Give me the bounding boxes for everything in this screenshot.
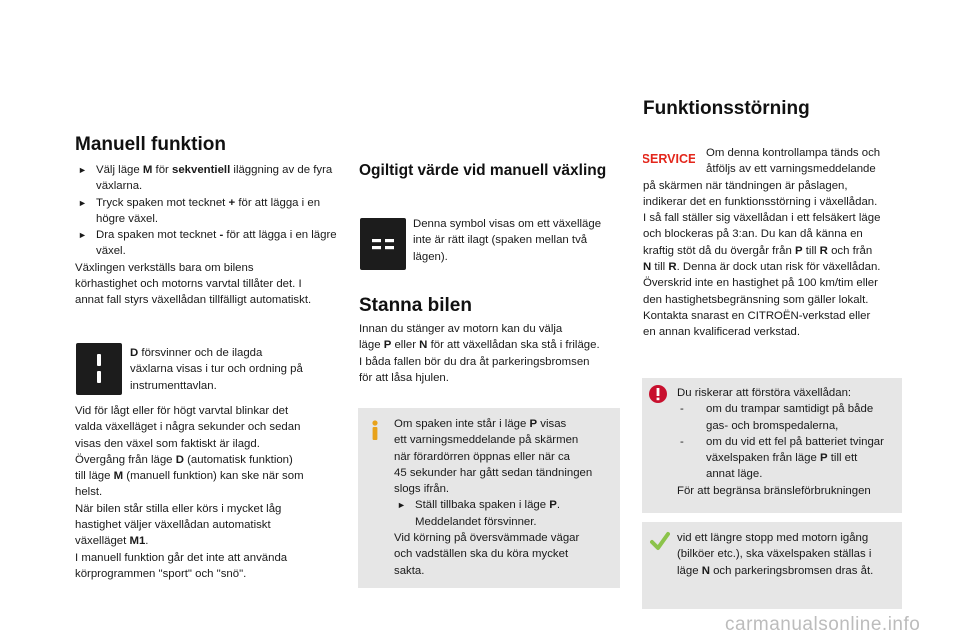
malfunction-paragraph: Om denna kontrollampa tänds och åtföljs av ett varningsmeddelande på skärmen när tändningen är påslagen, indikerar det en funktionsstörning i växellådan. I så fall ställer sig växellådan i ett felsäkert läge och blockeras på 3:an. Du kan då känna en kraftig stöt då du övergår från P till R och från N till R. Denna är dock utan risk för växellådan. Överskrid inte en hastighet på 100 km/tim eller den hastighetsbegränsning som gäller lokalt. Kontakta snarast en CITROËN-verkstad eller en annan kvalificerad verkstad. — [643, 147, 881, 339]
section-title-manual: Manuell funktion — [75, 134, 226, 155]
eco-note-text: vid ett längre stopp med motorn igång (bilköer etc.), ska växelspaken ställas i läge N och parkeringsbromsen dras åt. — [677, 532, 874, 577]
eco-note-box — [642, 522, 902, 609]
info-note-text: Om spaken inte står i läge P visas ett varningsmeddelande på skärmen när förardörren öppnas eller när ca 45 sekunder har gått sedan tändningen slogs ifrån. ► Ställ tillbaka spaken i läge P. Meddelandet försvinner. Vid körning på översvämmade vägar och vadställen ska du köra mycket sakta. — [394, 416, 616, 579]
list-item: - om du trampar samtidigt på både gas- och bromspedalerna, — [680, 403, 874, 432]
paragraph: Växlingen verkställs bara om bilens körhastighet och motorns varvtal tillåter det. I annat fall styrs växellådan tillfälligt automatiskt. — [75, 261, 312, 307]
arrow-bullet-icon: ► — [78, 230, 87, 241]
invalid-gear-text: Denna symbol visas om ett växelläge inte är rätt ilagt (spaken mellan två lägen). — [413, 218, 602, 263]
info-icon — [366, 419, 384, 446]
stop-paragraph: Innan du stänger av motorn kan du välja läge P eller N för att växellådan ska stå i friläge. I båda fallen bör du dra åt parkeringsbromsen för att låsa hjulen. — [359, 323, 600, 384]
section-title-invalid: Ogiltigt värde vid manuell växling — [359, 162, 607, 179]
gear-indicator-text: D försvinner och de ilagda växlarna visas i tur och ordning på instrumenttavlan. — [130, 347, 303, 392]
list-item: ► Ställ tillbaka spaken i läge P. Meddelandet försvinner. — [394, 497, 616, 530]
svg-text:SERVICE: SERVICE — [643, 152, 695, 166]
section-title-stop: Stanna bilen — [359, 295, 472, 316]
eco-checkmark-icon — [650, 531, 670, 556]
list-item: - om du vid ett fel på batteriet tvingar växelspaken från läge P till ett annat läge. — [680, 435, 884, 481]
warning-note-text: Du riskerar att förstöra växellådan: - om du trampar samtidigt på både gas- och bromspedalerna, - om du vid ett fel på batteriet tvingar växelspaken från läge P till ett annat läge. För att begränsa bränsleförbrukningen — [677, 385, 899, 499]
section-title-malfunction: Funktionsstörning — [643, 98, 810, 119]
invalid-gear-icon — [360, 218, 406, 270]
arrow-bullet-icon: ► — [78, 165, 87, 175]
list-item: ► Dra spaken mot tecknet - för att lägga i en lägre växel. — [75, 227, 345, 260]
list-item: ► Välj läge M för sekventiell iläggning av de fyra växlarna. — [75, 162, 345, 195]
warning-icon — [648, 384, 668, 409]
list-item: ► Tryck spaken mot tecknet + för att lägga i en högre växel. — [75, 195, 345, 228]
info-note-box — [358, 408, 620, 588]
gear-indicator-icon — [76, 343, 122, 395]
arrow-bullet-icon: ► — [397, 500, 406, 511]
manual-paragraph: Vid för lågt eller för högt varvtal blinkar det valda växelläget i några sekunder och sedan visas den växel som faktiskt är ilagd. Övergång från läge D (automatisk funktion) till läge M (manuell funktion) kan ske när som helst. När bilen står stilla eller körs i mycket låg hastighet väljer växellådan automatiskt växelläget M1. I manuell funktion går det inte att använda körprogrammen "sport" och "snö". — [75, 405, 304, 580]
watermark: carmanualsonline.info — [725, 614, 921, 635]
manual-bullets — [75, 162, 345, 309]
arrow-bullet-icon: ► — [78, 197, 87, 208]
warning-note-box — [642, 378, 902, 513]
